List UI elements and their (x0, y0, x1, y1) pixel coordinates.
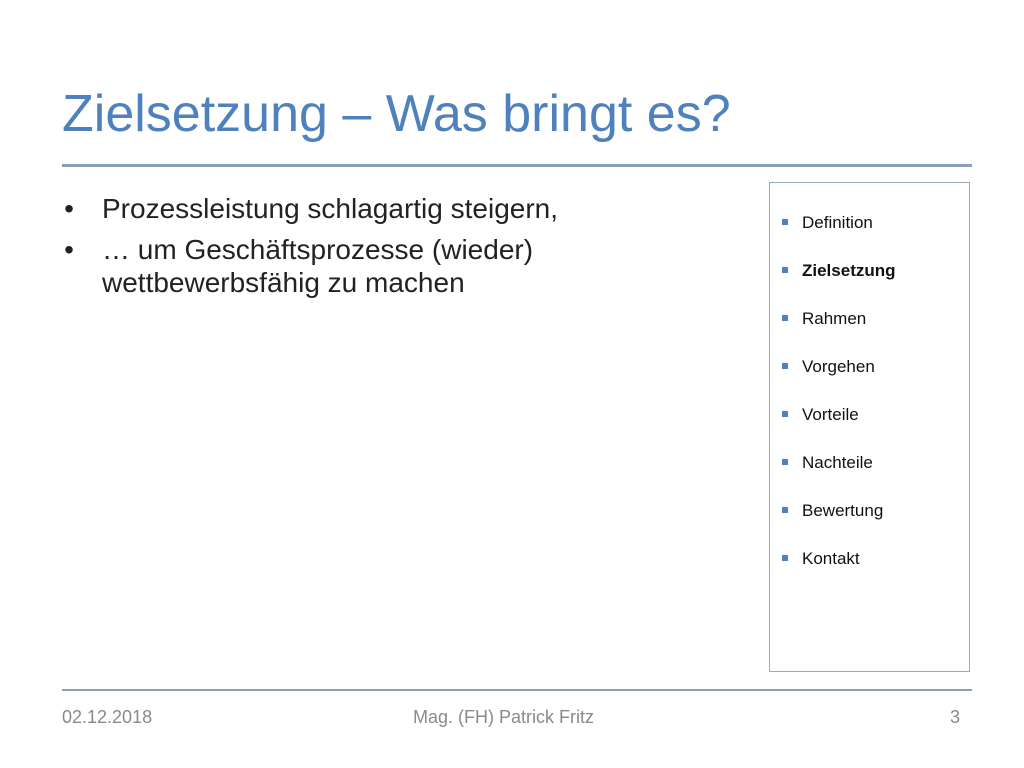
title-divider (62, 164, 972, 167)
square-bullet-icon (782, 267, 788, 273)
square-bullet-icon (782, 315, 788, 321)
square-bullet-icon (782, 459, 788, 465)
slide-title: Zielsetzung – Was bringt es? (62, 85, 731, 143)
square-bullet-icon (782, 363, 788, 369)
agenda-item-label: Kontakt (802, 549, 860, 568)
agenda-item-label: Rahmen (802, 309, 867, 328)
agenda-item-nachteile[interactable] (782, 453, 896, 501)
agenda-item-label: Vorteile (802, 405, 859, 424)
agenda-panel (769, 182, 970, 672)
agenda-item-definition[interactable] (782, 213, 896, 261)
agenda-item-label: Bewertung (802, 501, 884, 520)
page-number: 3 (950, 707, 961, 727)
agenda-item-vorgehen[interactable] (782, 357, 896, 405)
agenda-item-label: Vorgehen (802, 357, 875, 376)
square-bullet-icon (782, 507, 788, 513)
footer-date: 02.12.2018 (62, 707, 153, 727)
bullet-dot-icon: • (64, 193, 74, 224)
agenda-item-bewertung[interactable] (782, 501, 896, 549)
square-bullet-icon (782, 555, 788, 561)
bullet-text: … um Geschäftsprozesse (wieder) wettbewerbsfähig zu machen (102, 234, 534, 299)
bullet-list (62, 192, 702, 307)
agenda-item-label: Zielsetzung (802, 261, 896, 280)
bullet-dot-icon: • (64, 234, 74, 266)
footer-divider (62, 689, 972, 691)
footer-author: Mag. (FH) Patrick Fritz (413, 707, 595, 727)
agenda-item-rahmen[interactable] (782, 309, 896, 357)
agenda-item-label: Definition (802, 213, 873, 232)
agenda-item-label: Nachteile (802, 453, 873, 472)
bullet-text: Prozessleistung schlagartig steigern, (102, 193, 559, 224)
square-bullet-icon (782, 219, 788, 225)
agenda-item-zielsetzung[interactable] (782, 261, 896, 309)
bullet-item (62, 233, 702, 299)
agenda-item-kontakt[interactable] (782, 549, 896, 597)
square-bullet-icon (782, 411, 788, 417)
bullet-item (62, 192, 702, 225)
agenda-item-vorteile[interactable] (782, 405, 896, 453)
agenda-list (782, 213, 896, 597)
